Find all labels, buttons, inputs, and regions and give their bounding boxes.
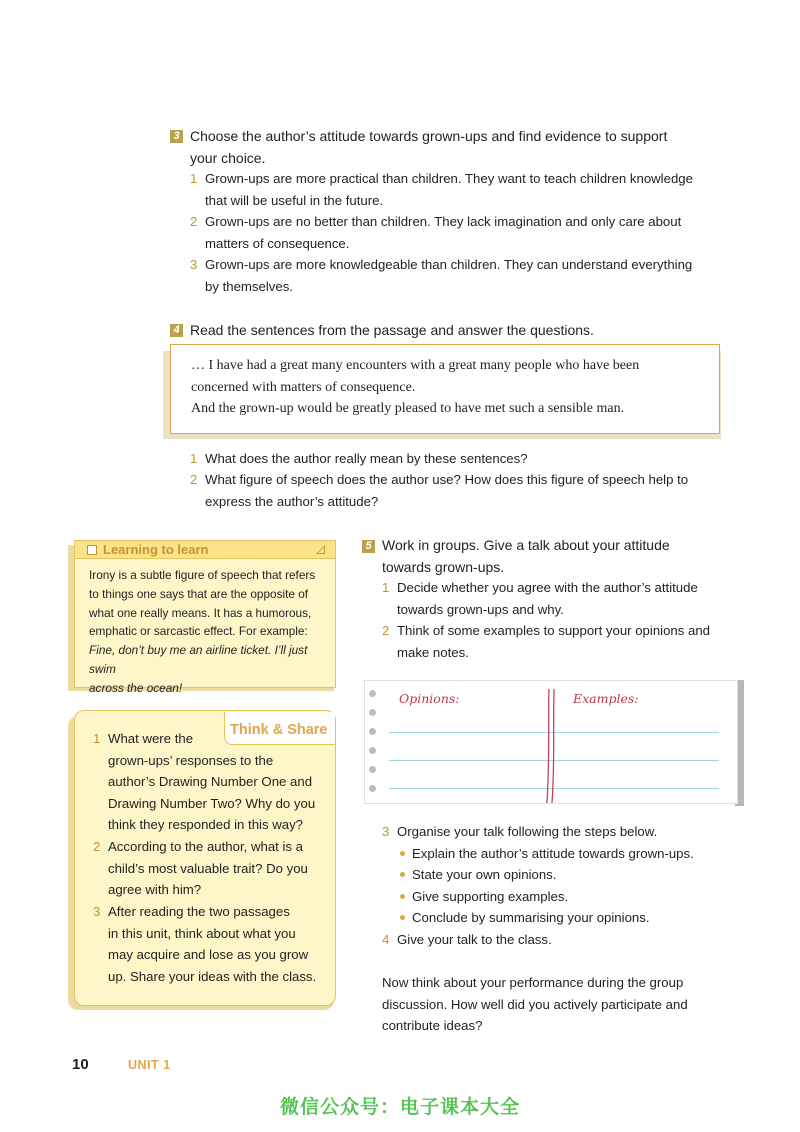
binder-hole (369, 747, 376, 754)
red-divider-lines (541, 687, 561, 805)
q4-item-number: 1 (190, 451, 198, 466)
quote-line: … I have had a great many encounters with a great many people who have been (191, 358, 640, 373)
question-5-title-line1: Work in groups. Give a talk about your attitude (382, 537, 670, 553)
notepad-examples-heading: Examples: (573, 691, 639, 706)
q5-step-line: towards grown-ups and why. (397, 601, 564, 617)
q4-question-line: What figure of speech does the author use? How does this figure of speech help to (205, 472, 689, 487)
quote-box (170, 344, 720, 434)
ts-line: author’s Drawing Number One and (108, 774, 313, 789)
binder-hole (369, 785, 376, 792)
think-share-label: Think & Share (230, 722, 328, 738)
q3-option-line: Grown-ups are more practical than children. They want to teach children knowledge (205, 171, 693, 186)
binder-hole (369, 690, 376, 697)
ts-line: Drawing Number Two? Why do you (108, 795, 316, 811)
q5-bullet-item: Explain the author’s attitude towards grown-ups. (412, 846, 694, 861)
ts-line: After reading the two passages (108, 904, 290, 919)
q5-bullet-item: State your own opinions. (412, 867, 557, 882)
checkbox-square-icon (87, 545, 97, 555)
ts-item-number: 1 (93, 731, 101, 746)
ts-line: child’s most valuable trait? Do you (108, 860, 308, 876)
q5-step (397, 577, 698, 620)
learning-example: across the ocean! (89, 680, 183, 695)
ts-line: agree with him? (108, 882, 202, 897)
q5-step3-text: Organise your talk following the steps below. (397, 824, 658, 839)
learning-box-title: Learning to learn (103, 542, 209, 557)
reflection-line: contribute ideas? (382, 1018, 483, 1033)
question-5-badge: 5 (362, 540, 375, 553)
question-3-title-line1: Choose the author’s attitude towards grown-ups and find evidence to support (190, 128, 668, 144)
q3-option-line: matters of consequence. (205, 235, 350, 251)
q5-item-number: 2 (382, 623, 390, 638)
binder-hole (369, 709, 376, 716)
ts-line: up. Share your ideas with the class. (108, 968, 317, 984)
q5-item-number: 3 (382, 824, 390, 839)
ts-line: may acquire and lose as you grow (108, 947, 309, 962)
bullet-dot (400, 894, 405, 899)
q3-option (205, 254, 692, 297)
q4-question-line: express the author’s attitude? (205, 493, 379, 509)
ts-question (108, 836, 308, 901)
question-3-title (190, 125, 667, 169)
ts-line: think they responded in this way? (108, 817, 303, 832)
q3-item-number: 1 (190, 171, 198, 186)
ts-line: grown-ups’ responses to the (108, 752, 274, 768)
reflection-paragraph (382, 972, 688, 1037)
reflection-line: discussion. How well did you actively participate and (382, 996, 688, 1012)
q4-question: What does the author really mean by these sentences? (205, 451, 528, 466)
ts-line: What were the (108, 731, 194, 746)
bullet-dot (400, 915, 405, 920)
notes-notepad (364, 680, 738, 804)
q5-bullet-item: Conclude by summarising your opinions. (412, 910, 650, 925)
learning-line: Irony is a subtle figure of speech that refers (89, 568, 316, 582)
ts-question (108, 901, 316, 987)
q3-option-line: Grown-ups are more knowledgeable than children. They can understand everything (205, 257, 693, 272)
question-3-title-line2: your choice. (190, 150, 266, 166)
learning-line: to things one says that are the opposite of (89, 586, 309, 601)
page-number: 10 (72, 1056, 89, 1073)
q3-option-line: Grown-ups are no better than children. They lack imagination and only care about (205, 214, 682, 229)
question-5-title (382, 534, 670, 578)
q5-item-number: 4 (382, 932, 390, 947)
ts-line: in this unit, think about what you (108, 925, 296, 941)
ts-line: According to the author, what is a (108, 839, 303, 854)
watermark-text: 微信公众号：电子课本大全 (279, 1097, 520, 1118)
notepad-opinions-heading: Opinions: (399, 691, 460, 706)
question-4-title: Read the sentences from the passage and answer the questions. (190, 322, 594, 338)
quote-line: And the grown-up would be greatly pleased to have met such a sensible man. (191, 401, 625, 416)
ts-item-number: 3 (93, 904, 101, 919)
q3-option-line: by themselves. (205, 278, 293, 294)
q5-step-line: Think of some examples to support your opinions and (397, 623, 711, 638)
learning-box-body (89, 566, 327, 698)
question-3-badge: 3 (170, 130, 183, 143)
unit-label: UNIT 1 (128, 1058, 171, 1072)
ts-question (108, 728, 315, 836)
q3-option (205, 211, 681, 254)
learning-line: what one really means. It has a humorous, (89, 605, 312, 620)
corner-triangle-inner (318, 547, 324, 553)
q5-item-number: 1 (382, 580, 390, 595)
quote-text (191, 355, 711, 420)
bullet-dot (400, 872, 405, 877)
learning-line: emphatic or sarcastic effect. For example: (89, 624, 308, 639)
q4-item-number: 2 (190, 472, 198, 487)
bullet-dot (400, 851, 405, 856)
learning-to-learn-box (74, 540, 336, 695)
q3-item-number: 3 (190, 257, 198, 272)
binder-hole (369, 766, 376, 773)
question-4-badge: 4 (170, 324, 183, 337)
q3-item-number: 2 (190, 214, 198, 229)
binder-hole (369, 728, 376, 735)
q5-bullet-item: Give supporting examples. (412, 889, 569, 904)
learning-box-header (75, 541, 335, 559)
q3-option (205, 168, 693, 211)
q3-option-line: that will be useful in the future. (205, 192, 384, 208)
q5-step4-text: Give your talk to the class. (397, 932, 552, 947)
q5-step-line: Decide whether you agree with the author’s attitude (397, 580, 698, 595)
q5-step-line: make notes. (397, 644, 469, 660)
q4-question (205, 469, 688, 512)
question-5-title-line2: towards grown-ups. (382, 559, 505, 575)
q5-step (397, 620, 710, 663)
quote-line: concerned with matters of consequence. (191, 379, 416, 395)
learning-example: Fine, don’t buy me an airline ticket. I’ll just swim (89, 643, 308, 676)
reflection-line: Now think about your performance during the group (382, 975, 684, 990)
ts-item-number: 2 (93, 839, 101, 854)
